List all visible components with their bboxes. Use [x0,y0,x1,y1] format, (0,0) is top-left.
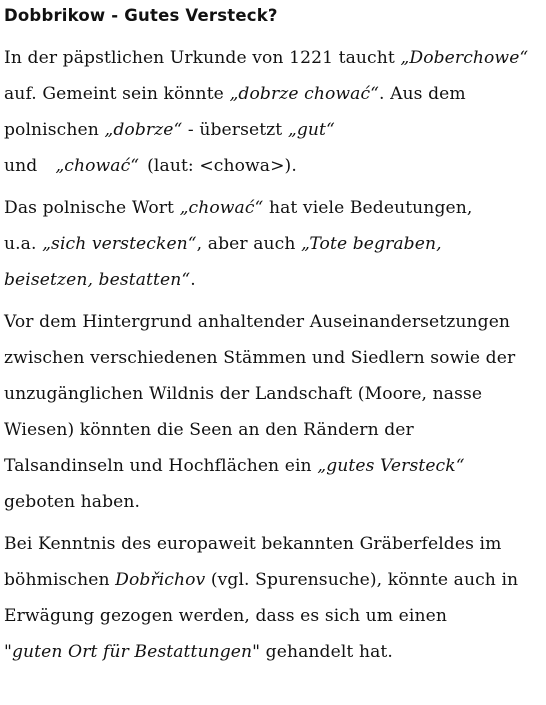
text-line: Erwägung gezogen werden, dass es sich um einen [4,606,447,626]
quoted-term: „Doberchowe“ [400,48,529,68]
text-run: (vgl. Spurensuche), könnte auch in [205,570,519,590]
page-title: Dobbrikow - Gutes Versteck? [4,6,278,25]
text-run: auf. Gemeint sein könnte [4,84,230,104]
text-run: Talsandinseln und Hochflächen ein [4,456,318,476]
quoted-term: „gut“ [287,120,335,140]
text-line [4,40,542,76]
quoted-term: „chować“ [179,198,264,218]
text-run: Das polnische Wort [4,198,180,218]
text-line [4,112,542,148]
text-line [4,190,542,226]
quoted-term: „gutes Versteck“ [317,456,465,476]
text-line [4,76,542,112]
paragraph-meaning [4,190,542,298]
text-run: polnischen [4,120,105,140]
text-run: und [4,156,38,176]
text-run: (laut: <chowa>). [147,156,297,176]
paragraph-history [4,304,542,520]
text-line [4,448,542,484]
quoted-term: „sich verstecken“ [42,234,197,254]
text-line: zwischen verschiedenen Stämmen und Siedlern sowie der [4,348,516,368]
text-line: Wiesen) könnten die Seen an den Rändern der [4,420,414,440]
text-line [4,148,542,184]
text-line: Bei Kenntnis des europaweit bekannten Gräberfeldes im [4,534,502,554]
text-line [4,634,542,670]
quoted-term: „dobrze“ [104,120,183,140]
text-run: hat viele Bedeutungen, [263,198,473,218]
text-run: In der päpstlichen Urkunde von 1221 taucht [4,48,401,68]
paragraph-etymology [4,40,542,184]
quoted-term: „Tote begraben, [301,234,442,254]
quoted-term: „chować“ [55,156,140,176]
quoted-term: „dobrze chować“ [229,84,379,104]
text-run: u.a. [4,234,43,254]
document-page [4,4,542,670]
text-run: böhmischen [4,570,116,590]
quoted-term: "guten Ort für Bestattungen" [4,642,261,662]
text-run: - übersetzt [182,120,288,140]
paragraph-burial [4,526,542,670]
text-line [4,562,542,598]
text-line: Vor dem Hintergrund anhaltender Auseinandersetzungen [4,312,511,332]
text-line: unzugänglichen Wildnis der Landschaft (Moore, nasse [4,384,483,404]
text-line [4,262,542,298]
quoted-term: beisetzen, bestatten“ [4,270,191,290]
text-run: . [190,270,196,290]
text-line: geboten haben. [4,492,141,512]
place-name: Dobřichov [115,570,206,590]
text-run: . Aus dem [379,84,466,104]
text-run: , aber auch [196,234,301,254]
text-run: gehandelt hat. [260,642,393,662]
text-line [4,226,542,262]
